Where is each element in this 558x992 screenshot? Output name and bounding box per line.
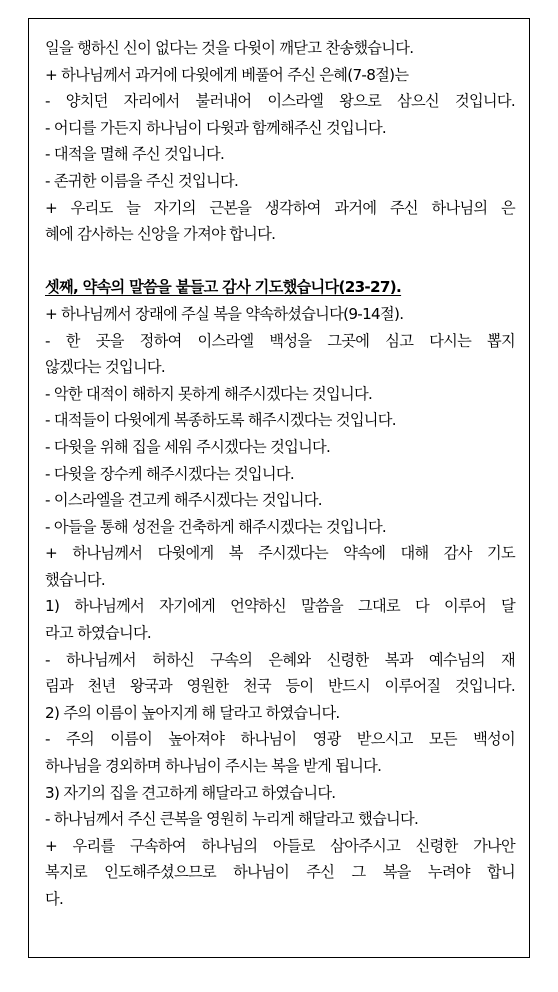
text-line: 했습니다. bbox=[45, 570, 106, 589]
document-frame bbox=[28, 18, 530, 958]
text-line: 다. bbox=[45, 890, 64, 908]
text-line: - 대적들이 다윗에게 복종하도록 해주시겠다는 것입니다. bbox=[45, 411, 396, 430]
section-heading: 셋째, 약속의 말씀을 붙들고 감사 기도했습니다(23-27). bbox=[45, 278, 402, 297]
text-line: 하나님을 경외하며 하나님이 주시는 복을 받게 됩니다. bbox=[45, 757, 382, 776]
text-line: - 한 곳을 정하여 이스라엘 백성을 그곳에 심고 다시는 뽑지 bbox=[45, 331, 515, 350]
text-line: 일을 행하신 신이 없다는 것을 다윗이 깨닫고 찬송했습니다. bbox=[45, 39, 414, 57]
text-line: - 양치던 자리에서 불러내어 이스라엘 왕으로 삼으신 것입니다. bbox=[45, 92, 515, 111]
text-line: - 이스라엘을 견고케 해주시겠다는 것입니다. bbox=[45, 491, 322, 510]
text-line: + 하나님께서 다윗에게 복 주시겠다는 약속에 대해 감사 기도 bbox=[45, 544, 515, 563]
text-line: 2) 주의 이름이 높아지게 해 달라고 하였습니다. bbox=[45, 703, 340, 722]
text-line: - 하나님께서 허하신 구속의 은혜와 신령한 복과 예수님의 재 bbox=[45, 650, 515, 669]
text-line: + 하나님께서 장래에 주실 복을 약속하셨습니다(9-14절). bbox=[45, 304, 404, 323]
text-line: - 하나님께서 주신 큰복을 영원히 누리게 해달라고 했습니다. bbox=[45, 810, 419, 829]
text-line: + 하나님께서 과거에 다윗에게 베풀어 주신 은혜(7-8절)는 bbox=[45, 65, 409, 84]
text-line: - 다윗을 장수케 해주시겠다는 것입니다. bbox=[45, 464, 294, 483]
text-line: - 존귀한 이름을 주신 것입니다. bbox=[45, 171, 239, 190]
text-line: 1) 하나님께서 자기에게 언약하신 말씀을 그대로 다 이루어 달 bbox=[45, 597, 515, 616]
text-line: 복지로 인도해주셨으므로 하나님이 주신 그 복을 누려야 합니 bbox=[45, 863, 515, 882]
text-line: 라고 하였습니다. bbox=[45, 624, 152, 643]
text-line: - 다윗을 위해 집을 세워 주시겠다는 것입니다. bbox=[45, 437, 331, 456]
text-line: 3) 자기의 집을 견고하게 해달라고 하였습니다. bbox=[45, 783, 336, 802]
text-line: - 어디를 가든지 하나님이 다윗과 함께해주신 것입니다. bbox=[45, 118, 387, 137]
text-line: - 주의 이름이 높아져야 하나님이 영광 받으시고 모든 백성이 bbox=[45, 730, 515, 749]
text-line: - 악한 대적이 해하지 못하게 해주시겠다는 것입니다. bbox=[45, 384, 373, 403]
text-line: - 아들을 통해 성전을 건축하게 해주시겠다는 것입니다. bbox=[45, 517, 387, 536]
blank-line bbox=[45, 248, 515, 275]
text-line: 혜에 감사하는 신앙을 가져야 합니다. bbox=[45, 225, 276, 244]
text-line: 림과 천년 왕국과 영원한 천국 등이 반드시 이루어질 것입니다. bbox=[45, 677, 515, 696]
text-line: + 우리도 늘 자기의 근본을 생각하여 과거에 주신 하나님의 은 bbox=[45, 198, 515, 217]
text-line: + 우리를 구속하여 하나님의 아들로 삼아주시고 신령한 가나안 bbox=[45, 836, 515, 855]
text-line: 않겠다는 것입니다. bbox=[45, 358, 166, 377]
text-line: - 대적을 멸해 주신 것입니다. bbox=[45, 145, 225, 164]
